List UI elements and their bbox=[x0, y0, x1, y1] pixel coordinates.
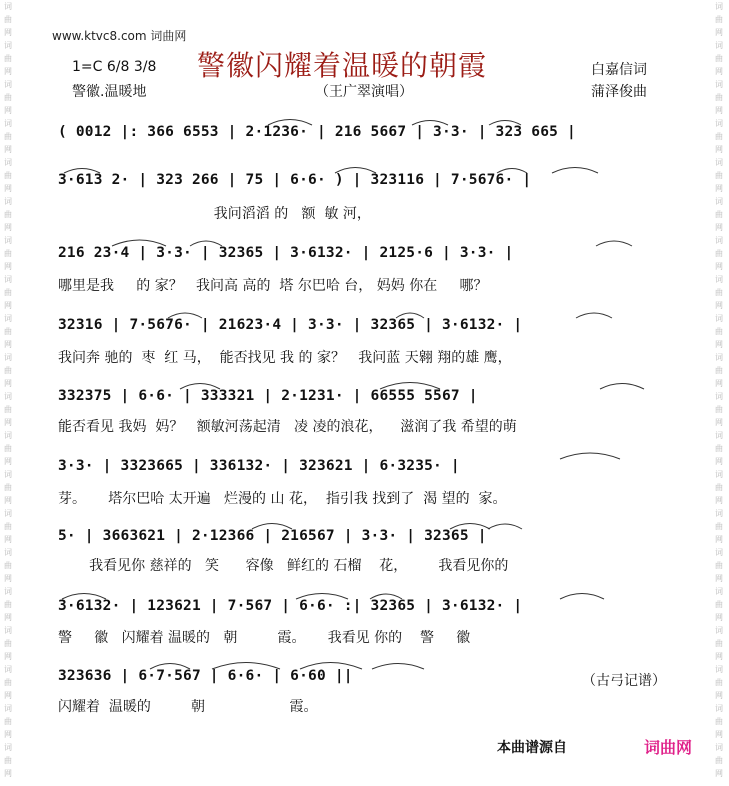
slur-arc bbox=[112, 240, 166, 246]
slur-arc bbox=[296, 594, 348, 600]
slur-arc bbox=[62, 594, 106, 600]
transcriber-note: （古弓记谱） bbox=[582, 673, 666, 689]
slur-arc bbox=[268, 120, 312, 126]
right-watermark-text: 词曲网 词曲网 词曲网 词曲网 词曲网 词曲网 词曲网 词曲网 词曲网 词曲网 词曲网 词曲网 词曲网 词曲网 词曲网 词曲网 词曲网 词曲网 词曲网 词曲网 bbox=[715, 2, 723, 778]
lyrics-row-4: 我问奔 驰的 枣 红 马， 能否找见 我 的 家？ 我问蓝 天翱 翔的雄 鹰， bbox=[58, 350, 512, 366]
notation-row-4: 32316 | 7·5676· | 21623·4 | 3·3· | 32365 | 3·6132· | bbox=[58, 317, 523, 333]
lyrics-row-2: 我问滔滔 的 额 敏 河， bbox=[58, 206, 371, 222]
notation-row-6: 3·3· | 3323665 | 336132· | 323621 | 6·3235· | bbox=[58, 458, 460, 474]
notation-row-7: 5· | 3663621 | 2·12366 | 216567 | 3·3· | 32365 | bbox=[58, 528, 487, 544]
slur-arc bbox=[212, 663, 280, 670]
slur-arc bbox=[576, 313, 612, 318]
notation-row-2: 3·613 2· | 323 266 | 75 | 6·6· ) | 323116 | 7·5676· | bbox=[58, 172, 532, 188]
slur-arc bbox=[600, 384, 644, 390]
performer-credit: （王广翠演唱） bbox=[315, 84, 413, 100]
composer-credit: 蒲泽俊曲 bbox=[591, 84, 647, 100]
key-signature: 1=C 6/8 3/8 bbox=[72, 59, 157, 75]
slur-arc bbox=[596, 241, 632, 246]
slur-arc bbox=[370, 594, 402, 599]
notation-row-9: 323636 | 6·7·567 | 6·6· | 6·60 || bbox=[58, 668, 353, 684]
notation-row-3: 216 23·4 | 3·3· | 32365 | 3·6132· | 2125·6 | 3·3· | bbox=[58, 245, 514, 261]
slur-arc bbox=[489, 121, 521, 126]
lyrics-row-8: 警 徽 闪耀着 温暖的 朝 霞。 我看见 你的 警 徽 bbox=[58, 630, 471, 646]
style-marking: 警徽.温暖地 bbox=[72, 84, 147, 100]
site-url[interactable]: www.ktvc8.com 词曲网 bbox=[52, 29, 187, 43]
source-label: 本曲谱源自 bbox=[497, 740, 567, 756]
slur-arc bbox=[560, 594, 604, 600]
brand-logo[interactable]: 词曲网 bbox=[644, 738, 693, 757]
left-watermark-text: 词曲网 词曲网 词曲网 词曲网 词曲网 词曲网 词曲网 词曲网 词曲网 词曲网 词曲网 词曲网 词曲网 词曲网 词曲网 词曲网 词曲网 词曲网 词曲网 词曲网 bbox=[4, 2, 12, 778]
slur-arc bbox=[552, 168, 598, 174]
lyrics-row-5: 能否看见 我妈 妈？ 额敏河荡起清 凌 凌的浪花， 滋润了我 希望的萌 bbox=[58, 419, 517, 435]
lyrics-row-3: 哪里是我 的 家？ 我问高 高的 塔 尔巴哈 台， 妈妈 你在 哪？ bbox=[58, 278, 488, 294]
notation-row-1: ( 0012 |: 366 6553 | 2·1236· | 216 5667 | 3·3· | 323 665 | bbox=[58, 124, 576, 140]
slur-arc bbox=[380, 383, 440, 390]
notation-row-8: 3·6132· | 123621 | 7·567 | 6·6· :| 32365 | 3·6132· | bbox=[58, 598, 523, 614]
slur-arc bbox=[372, 664, 424, 670]
slur-arc bbox=[168, 313, 202, 318]
song-title: 警徽闪耀着温暖的朝霞 bbox=[197, 49, 488, 82]
lyrics-row-7: 我看见你 慈祥的 笑 容像 鲜红的 石榴 花， 我看见你的 bbox=[58, 558, 509, 574]
slur-arc bbox=[396, 313, 424, 318]
lyrics-row-6: 芽。 塔尔巴哈 太开遍 烂漫的 山 花， 指引我 找到了 渴 望的 家。 bbox=[58, 491, 507, 507]
lyrics-row-9: 闪耀着 温暖的 朝 霞。 bbox=[58, 699, 318, 715]
slur-arc bbox=[450, 524, 490, 530]
slur-arc bbox=[190, 241, 222, 246]
lyricist-credit: 白嘉信词 bbox=[591, 62, 647, 78]
slur-arc bbox=[252, 524, 292, 530]
slur-arc bbox=[560, 453, 620, 459]
slur-arc bbox=[64, 169, 100, 174]
slur-arc bbox=[497, 169, 527, 174]
slur-arc bbox=[488, 524, 522, 529]
slur-arc bbox=[412, 121, 448, 126]
slur-arc bbox=[150, 664, 190, 670]
slur-arc bbox=[180, 384, 220, 390]
notation-row-5: 332375 | 6·6· | 333321 | 2·1231· | 66555 5567 | bbox=[58, 388, 478, 404]
slur-arc bbox=[300, 663, 362, 670]
slur-arc bbox=[335, 168, 376, 174]
